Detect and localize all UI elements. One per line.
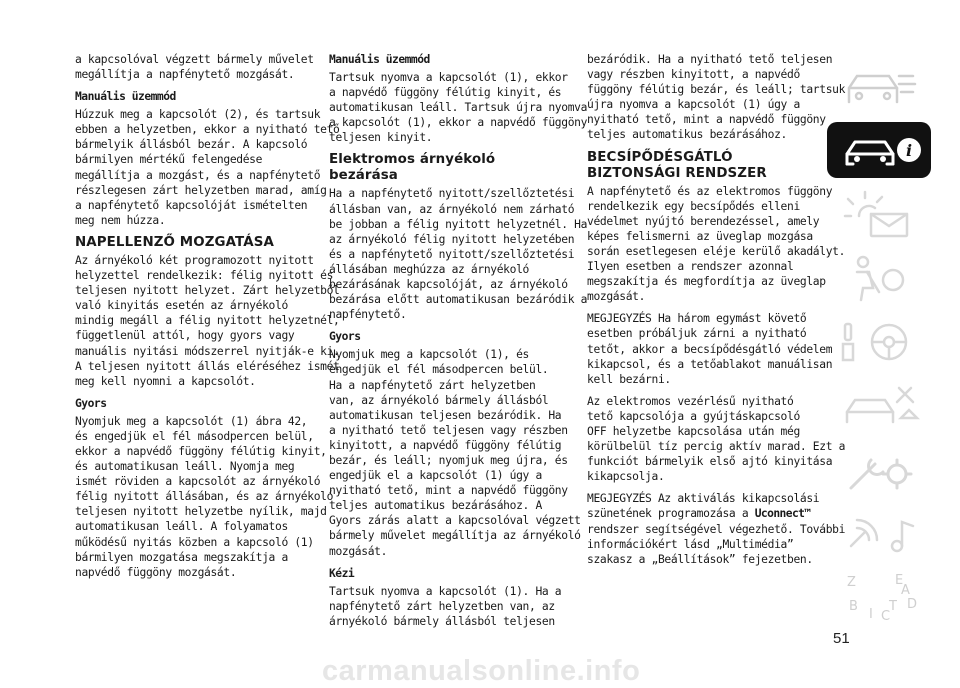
- text-line: Az árnyékoló két programozott nyitott: [75, 253, 314, 267]
- text-line: A napfénytető és az elektromos függöny: [587, 184, 833, 198]
- text-line: manuális nyitási módszerrel nyitják-e ki.: [75, 344, 340, 358]
- text-line: automatikusan teljesen bezáródik. Ha: [329, 408, 562, 422]
- note-paragraph: [587, 491, 846, 566]
- text-line: OFF helyzetbe kapcsolása után még: [587, 424, 800, 438]
- text-line: Nyomjuk meg a kapcsolót (1) ábra 42,: [75, 414, 308, 428]
- tab-index[interactable]: [827, 570, 931, 626]
- tab-dashboard[interactable]: [827, 58, 931, 114]
- paragraph: [587, 394, 846, 485]
- text-line: bármilyen mértékű felengedése: [75, 153, 263, 167]
- emergency-breakdown-icon: [827, 378, 931, 434]
- text-line: Ha a napfénytető zárt helyzetben: [329, 378, 536, 392]
- text-line: MEGJEGYZÉS Ha három egymást követő: [587, 312, 807, 326]
- paragraph: [75, 107, 340, 228]
- text-line: vagy részben kinyitott, a napvédő: [587, 68, 800, 82]
- text-line: nyitható tető, mint a napvédő függöny: [329, 484, 568, 498]
- text-line: bezárása előtt automatikusan bezáródik a: [329, 293, 588, 307]
- text-line: és engedjük el fél másodpercen belül,: [75, 429, 314, 443]
- paragraph: [75, 253, 340, 389]
- text-line: a napfénytető kapcsolóját ismételten: [75, 198, 308, 212]
- text-line: működésű nyitás közben a kapcsoló (1): [75, 535, 314, 549]
- text-line: függetlenül attól, hogy gyors vagy: [75, 329, 295, 343]
- text-line: teljesen kinyit.: [329, 131, 433, 145]
- text-line: helyzettel rendelkezik: félig nyitott és: [75, 269, 334, 283]
- text-line: Ha a napfénytető nyitott/szellőztetési: [329, 187, 575, 201]
- text-line: szakasz a „Beállítások” fejezetben.: [587, 552, 813, 566]
- safety-airbag-icon: [827, 250, 931, 306]
- svg-text:i: i: [905, 141, 913, 160]
- subheading: Kézi: [329, 566, 355, 580]
- brand-name: Uconnect™: [754, 507, 811, 521]
- chapter-tabs: [827, 58, 931, 634]
- subheading: Gyors: [329, 330, 361, 344]
- text-line: Ilyen esetben a rendszer azonnal: [587, 260, 794, 274]
- text-line: esetben próbáljuk zárni a nyitható: [587, 327, 807, 341]
- text-line: [587, 506, 819, 521]
- text-column-2: [329, 52, 588, 636]
- text-line: függöny félútig bezár, és leáll; tartsuk: [587, 83, 846, 97]
- text-line: be jobban a félig nyitott helyzetnél. Ha: [329, 217, 588, 231]
- car-dashboard-icon: [827, 58, 931, 114]
- text-line: ebben a helyzetben, ekkor a nyitható tető: [75, 123, 340, 137]
- watermark: carmanualsonline.info: [322, 655, 641, 687]
- subheading: Manuális üzemmód: [75, 90, 176, 104]
- tab-starting-driving[interactable]: [827, 314, 931, 370]
- tab-multimedia[interactable]: [827, 506, 931, 562]
- text-line: és automatikusan leáll. Nyomja meg: [75, 460, 295, 474]
- warning-lights-message-icon: [827, 186, 931, 242]
- svg-text:E: E: [895, 573, 904, 588]
- text-line: A teljesen nyitott állás eléréséhez ismét: [75, 359, 340, 373]
- text-line: rendelkezik egy becsípődés elleni: [587, 199, 800, 213]
- text-line: meg nem húzza.: [75, 213, 166, 227]
- text-line: Tartsuk nyomva a kapcsolót (1), ekkor: [329, 71, 568, 84]
- section-heading: NAPELLENZŐ MOZGATÁSA: [75, 234, 274, 250]
- text-line: Gyors zárás alatt a kapcsolóval végzett: [329, 514, 581, 528]
- subheading: Gyors: [75, 396, 107, 410]
- svg-text:T: T: [889, 599, 897, 614]
- text-line: bezáródik. Ha a nyitható tető teljesen: [587, 53, 833, 66]
- text-line: ismét röviden a kapcsolót az árnyékoló: [75, 475, 321, 489]
- text-line: teljes automatikus bezárásához. A: [329, 499, 542, 513]
- text-line: mindig megáll a félig nyitott helyzetnél,: [75, 314, 340, 328]
- text-line: a kapcsolóval végzett bármely művelet: [75, 53, 314, 66]
- text-line: való kinyitás esetén az árnyékoló: [75, 299, 288, 313]
- paragraph: [587, 52, 846, 143]
- text-line: automatikusan leáll. Tartsuk újra nyomva: [329, 101, 588, 115]
- text-line: során esetlegesen eléje kerülő akadályt.: [587, 244, 846, 258]
- text-line: tetőt, akkor a becsípődésgátló védelem: [587, 342, 833, 356]
- text-line: van, az árnyékoló bármely állásból: [329, 393, 549, 407]
- tab-emergency[interactable]: [827, 378, 931, 434]
- text-line: árnyékoló bármely állásból teljesen: [329, 614, 555, 628]
- text-line: tető kapcsolója a gyújtáskapcsoló: [587, 409, 800, 423]
- text-line: bezár, és leáll; nyomjuk meg újra, és: [329, 453, 568, 467]
- text-fragment: szünetének programozása a: [587, 507, 755, 521]
- text-line: megszakítja és megfordítja az üveglap: [587, 275, 826, 289]
- svg-text:D: D: [907, 597, 918, 612]
- text-line: állásában meghúzza az árnyékoló: [329, 262, 529, 276]
- text-line: a nyitható tető teljesen vagy részben: [329, 423, 568, 437]
- paragraph: [329, 186, 588, 322]
- paragraph: [75, 414, 334, 580]
- text-line: Nyomjuk meg a kapcsolót (1), és: [329, 348, 529, 362]
- text-line: rendszer segítségével végezhető. További: [587, 522, 846, 536]
- text-line: automatikusan leáll. A folyamatos: [75, 520, 288, 534]
- page-number: 51: [833, 630, 850, 647]
- text-line: napfénytető zárt helyzetben van, az: [329, 599, 555, 613]
- text-line: bármely művelet megállítja az árnyékoló: [329, 529, 581, 543]
- multimedia-icon: [827, 506, 931, 562]
- car-info-icon: [827, 122, 931, 178]
- starting-driving-steering-icon: [827, 314, 931, 370]
- text-line: teljesen nyitott helyzet. Zárt helyzetből: [75, 284, 340, 298]
- text-column-1: [75, 52, 340, 587]
- text-line: bármelyik állásból bezár. A kapcsoló: [75, 138, 308, 152]
- text-line: kikapcsolja.: [587, 470, 665, 484]
- svg-text:Z: Z: [847, 575, 856, 590]
- text-line: kinyitott, a napvédő függöny félútig: [329, 438, 562, 452]
- text-line: kikapcsol, és a tetőablakot manuálisan: [587, 357, 833, 371]
- text-line: Húzzuk meg a kapcsolót (2), és tartsuk: [75, 108, 321, 122]
- subheading: Manuális üzemmód: [329, 53, 430, 66]
- text-line: bezárásának kapcsolóját, az árnyékoló: [329, 278, 568, 292]
- text-line: engedjük el a kapcsolót (1) úgy a: [329, 469, 542, 483]
- text-line: ekkor a napvédő függöny félútig kinyit,: [75, 444, 327, 458]
- text-line: megállítja a napfénytető mozgását.: [75, 68, 295, 82]
- text-column-3: [587, 52, 846, 574]
- section-heading: [587, 150, 819, 182]
- text-line: mozgását.: [329, 544, 388, 558]
- note-paragraph: [587, 311, 833, 386]
- text-line: teljesen nyitott helyzetbe nyílik, majd: [75, 505, 327, 519]
- text-line: mozgását.: [587, 290, 646, 304]
- heading-line: BECSÍPŐDÉSGÁTLÓ: [587, 149, 733, 165]
- text-line: napvédő függöny mozgását.: [75, 565, 237, 579]
- text-line: részlegesen zárt helyzetben marad, amíg: [75, 183, 327, 197]
- text-line: Tartsuk nyomva a kapcsolót (1). Ha a: [329, 584, 562, 598]
- svg-text:C: C: [881, 609, 891, 624]
- tab-maintenance[interactable]: [827, 442, 931, 498]
- text-line: újra nyomva a kapcsolót (1) úgy a: [587, 98, 800, 112]
- svg-text:B: B: [849, 599, 858, 614]
- paragraph: [329, 347, 581, 558]
- text-line: funkciót bármelyik első ajtó kinyitása: [587, 455, 833, 469]
- text-line: napfénytető.: [329, 308, 407, 322]
- maintenance-wrench-icon: [827, 442, 931, 498]
- text-line: a kapcsolót (1), ekkor a napvédő függöny: [329, 116, 588, 130]
- text-line: az árnyékoló félig nyitott helyzetében: [329, 232, 575, 246]
- text-line: kell bezárni.: [587, 372, 671, 386]
- tab-safety[interactable]: [827, 250, 931, 306]
- text-line: félig nyitott állásában, és az árnyékoló: [75, 490, 334, 504]
- svg-text:A: A: [901, 583, 910, 598]
- text-line: teljes automatikus bezárásához.: [587, 128, 787, 142]
- index-alphabet-icon: [827, 570, 931, 626]
- text-line: és a napfénytető nyitott/szellőztetési: [329, 247, 575, 261]
- text-line: védelmet nyújtó berendezéssel, amely: [587, 214, 820, 228]
- text-line: MEGJEGYZÉS Az aktiválás kikapcsolási: [587, 492, 820, 506]
- paragraph: [75, 52, 314, 82]
- paragraph: [329, 584, 561, 629]
- text-line: a napvédő függöny félútig kinyit, és: [329, 86, 562, 100]
- paragraph: [329, 70, 588, 145]
- paragraph: [587, 184, 846, 305]
- tab-car-info[interactable]: [827, 122, 931, 178]
- text-line: meg kell nyomni a kapcsolót.: [75, 374, 256, 388]
- svg-text:I: I: [869, 607, 873, 622]
- text-line: körülbelül tíz percig aktív marad. Ezt a: [587, 440, 846, 454]
- text-line: Az elektromos vezérlésű nyitható: [587, 394, 794, 408]
- text-line: nyitható tető, mint a napvédő függöny: [587, 113, 826, 127]
- section-heading: Elektromos árnyékoló bezárása: [329, 152, 496, 184]
- text-line: képes felismerni az üveglap mozgása: [587, 229, 813, 243]
- heading-line: BIZTONSÁGI RENDSZER: [587, 165, 767, 181]
- tab-warning-lights[interactable]: [827, 186, 931, 242]
- text-line: információkért lásd „Multimédia”: [587, 537, 794, 551]
- text-line: engedjük el fél másodpercen belül.: [329, 363, 549, 377]
- text-line: megállítja a mozgást, és a napfénytető: [75, 168, 321, 182]
- text-line: bármilyen mozgatása megszakítja a: [75, 550, 288, 564]
- text-line: állásban van, az árnyékoló nem zárható: [329, 202, 575, 216]
